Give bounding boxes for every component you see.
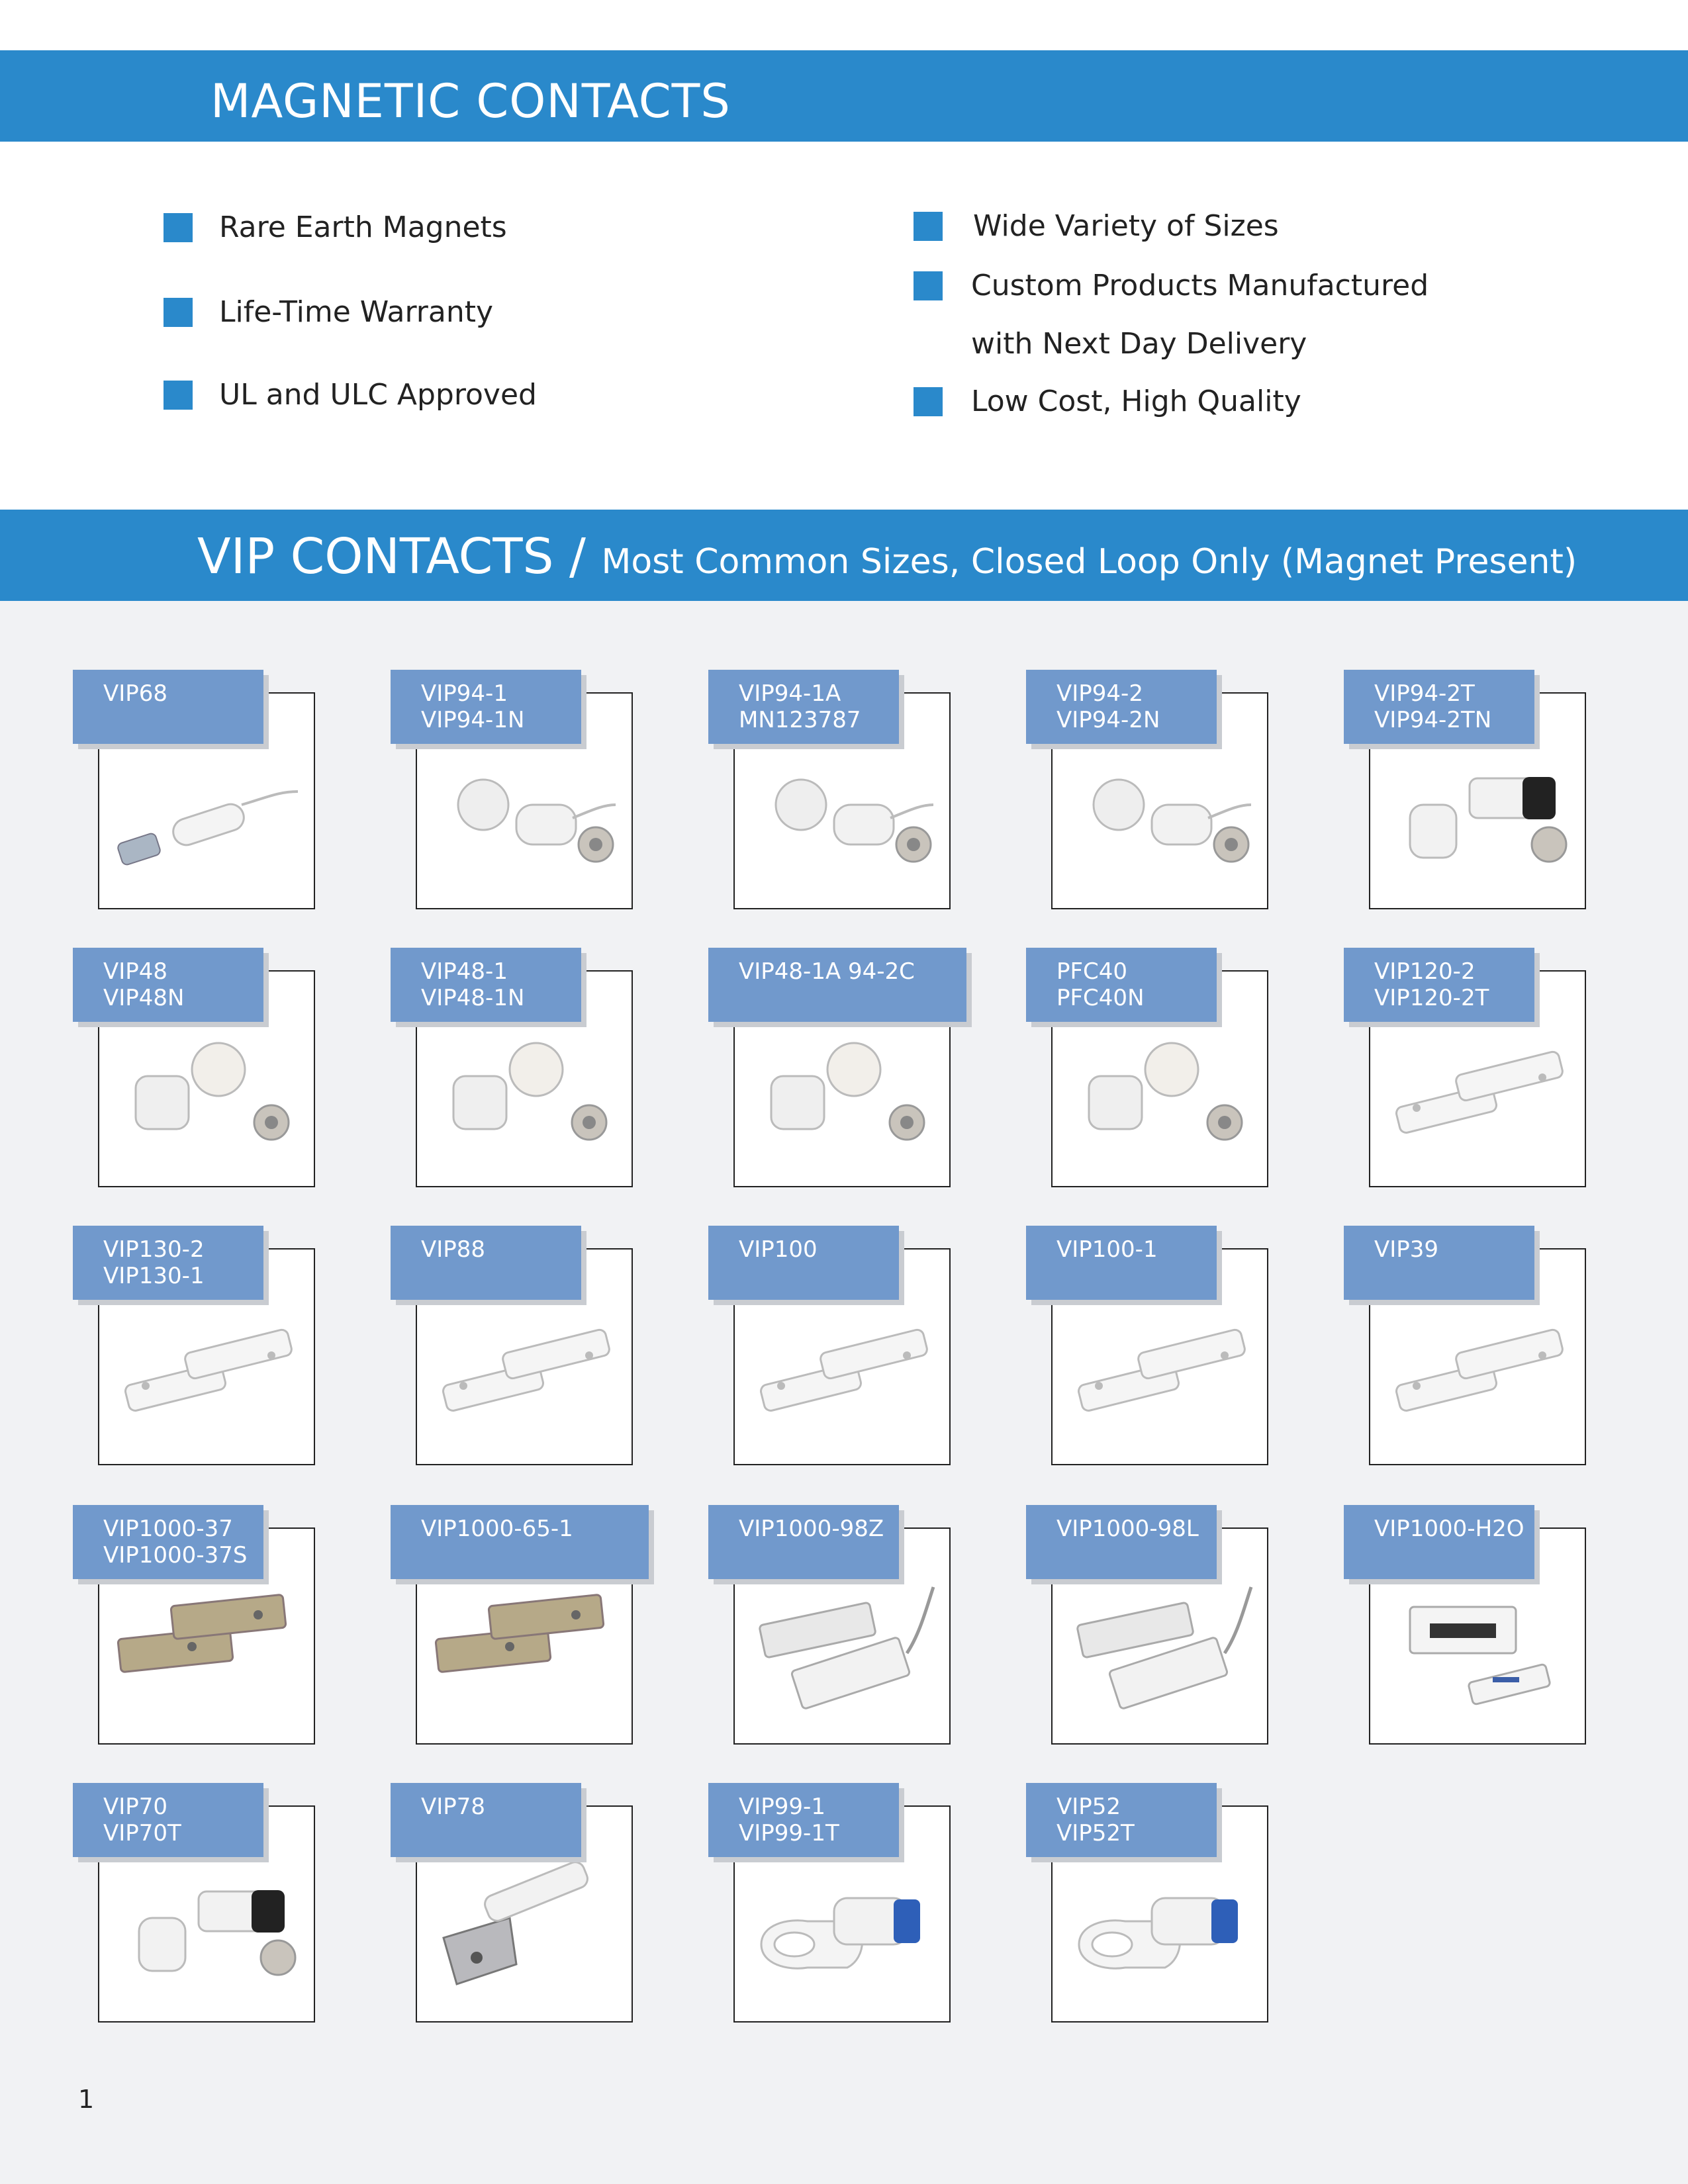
product-model: VIP88: [421, 1236, 486, 1263]
product-card: [708, 948, 927, 1166]
press-fit-contact-icon: [99, 1023, 314, 1162]
product-card: [1344, 1505, 1562, 1723]
product-label: [1026, 1783, 1217, 1857]
surface-contact-icon: [1053, 1301, 1267, 1440]
product-model: PFC40: [1056, 958, 1128, 985]
product-model-alt: VIP130-1: [103, 1263, 205, 1289]
recessed-contact-icon: [1053, 745, 1267, 884]
product-model: VIP130-2: [103, 1236, 205, 1263]
bullet-square-icon: [914, 271, 943, 300]
product-model: VIP100: [739, 1236, 818, 1263]
product-model-alt: VIP48-1N: [421, 985, 525, 1011]
product-label: [73, 1226, 263, 1300]
flange-contact-icon: [1053, 1858, 1267, 1997]
product-model-alt: VIP99-1T: [739, 1820, 839, 1846]
heavy-duty-contact-icon: [99, 1580, 314, 1719]
product-label: [391, 948, 581, 1022]
product-label: [708, 948, 966, 1022]
surface-contact-icon: [1370, 1023, 1585, 1162]
product-card: [391, 1783, 609, 2001]
surface-contact-icon: [1370, 1301, 1585, 1440]
product-model-alt: VIP48N: [103, 985, 185, 1011]
feature-label: Custom Products Manufactured: [971, 269, 1429, 302]
product-card: [391, 1505, 609, 1723]
surface-contact-icon: [417, 1301, 632, 1440]
product-card: [1344, 670, 1562, 888]
product-label: [708, 1783, 899, 1857]
flange-contact-icon: [735, 1858, 949, 1997]
feature-item: [219, 378, 537, 412]
product-label: [73, 1505, 263, 1579]
product-model: VIP78: [421, 1794, 486, 1820]
product-model-alt: VIP94-2TN: [1374, 707, 1492, 733]
product-model: VIP120-2: [1374, 958, 1476, 985]
product-model-alt: MN123787: [739, 707, 861, 733]
product-card: [73, 1783, 291, 2001]
product-label: [1026, 670, 1217, 744]
product-card: [1026, 1783, 1244, 2001]
product-label: [73, 1783, 263, 1857]
product-card: [1026, 1505, 1244, 1723]
product-model: VIP1000-65-1: [421, 1516, 573, 1542]
page-title: MAGNETIC CONTACTS: [211, 74, 731, 128]
product-model: VIP68: [103, 680, 168, 707]
product-model: VIP94-2T: [1374, 680, 1475, 707]
overhead-door-contact-icon: [1053, 1580, 1267, 1719]
vip-contacts-header: [0, 510, 1688, 601]
product-model: VIP70: [103, 1794, 168, 1820]
press-fit-contact-icon: [1053, 1023, 1267, 1162]
bracket-contact-icon: [417, 1858, 632, 1997]
product-card: [73, 948, 291, 1166]
product-card: [708, 670, 927, 888]
product-card: [1026, 1226, 1244, 1444]
product-model: VIP100-1: [1056, 1236, 1158, 1263]
product-label: [708, 670, 899, 744]
product-model: VIP99-1: [739, 1794, 825, 1820]
product-model: VIP48-1A 94-2C: [739, 958, 915, 985]
product-label: [73, 948, 263, 1022]
product-card: [73, 1226, 291, 1444]
section-separator: /: [569, 528, 586, 585]
bullet-square-icon: [914, 387, 943, 416]
surface-contact-icon: [99, 1301, 314, 1440]
feature-item: [971, 269, 1429, 302]
product-label: [73, 670, 263, 744]
product-label: [1026, 1226, 1217, 1300]
feature-label: Wide Variety of Sizes: [973, 209, 1279, 243]
press-fit-contact-icon: [417, 1023, 632, 1162]
recessed-contact-icon: [417, 745, 632, 884]
section-title: [197, 528, 1577, 585]
product-label: [1344, 1505, 1534, 1579]
product-label: [1026, 1505, 1217, 1579]
product-label: [1344, 1226, 1534, 1300]
cylinder-contact-icon: [99, 745, 314, 884]
product-model: VIP39: [1374, 1236, 1439, 1263]
product-label: [391, 1783, 581, 1857]
product-model: VIP94-1A: [739, 680, 841, 707]
product-card: [391, 948, 609, 1166]
product-label: [391, 1505, 649, 1579]
feature-label: Rare Earth Magnets: [219, 210, 507, 244]
feature-item: [219, 295, 493, 329]
feature-item: [973, 209, 1279, 243]
section-title-text: VIP CONTACTS: [197, 528, 554, 585]
product-card: [1344, 948, 1562, 1166]
product-model-alt: VIP120-2T: [1374, 985, 1489, 1011]
bullet-square-icon: [164, 298, 193, 327]
feature-label: Life-Time Warranty: [219, 295, 494, 329]
product-model-alt: VIP94-2N: [1056, 707, 1160, 733]
terminal-contact-icon: [99, 1858, 314, 1997]
product-model: VIP94-2: [1056, 680, 1143, 707]
product-model: VIP1000-98Z: [739, 1516, 884, 1542]
product-model-alt: VIP52T: [1056, 1820, 1135, 1846]
product-card: [708, 1226, 927, 1444]
feature-label: Low Cost, High Quality: [971, 385, 1301, 418]
product-card: [391, 1226, 609, 1444]
product-model: VIP1000-37: [103, 1516, 233, 1542]
product-label: [1026, 948, 1217, 1022]
product-model: VIP1000-H2O: [1374, 1516, 1524, 1542]
bullet-square-icon: [914, 212, 943, 241]
product-model-alt: VIP94-1N: [421, 707, 525, 733]
product-card: [708, 1505, 927, 1723]
product-card: [391, 670, 609, 888]
feature-label: with Next Day Delivery: [971, 327, 1307, 361]
feature-item-continued: [971, 327, 1307, 361]
magnetic-contacts-header: [0, 50, 1688, 142]
product-label: [708, 1505, 899, 1579]
product-card: [73, 1505, 291, 1723]
water-resistant-contact-icon: [1370, 1580, 1585, 1719]
overhead-door-contact-icon: [735, 1580, 949, 1719]
product-label: [1344, 948, 1534, 1022]
product-card: [1344, 1226, 1562, 1444]
terminal-contact-icon: [1370, 745, 1585, 884]
product-model: VIP94-1: [421, 680, 508, 707]
product-label: [708, 1226, 899, 1300]
feature-item: [219, 210, 507, 244]
press-fit-contact-icon: [735, 1023, 949, 1162]
product-label: [1344, 670, 1534, 744]
product-card: [73, 670, 291, 888]
product-label: [391, 670, 581, 744]
feature-label: UL and ULC Approved: [219, 378, 537, 412]
product-card: [1026, 670, 1244, 888]
product-model: VIP1000-98L: [1056, 1516, 1199, 1542]
product-model: VIP52: [1056, 1794, 1121, 1820]
bullet-square-icon: [164, 381, 193, 410]
product-card: [1026, 948, 1244, 1166]
product-model: VIP48-1: [421, 958, 508, 985]
product-label: [391, 1226, 581, 1300]
recessed-contact-icon: [735, 745, 949, 884]
feature-item: [971, 385, 1301, 418]
page-number: 1: [78, 2085, 95, 2114]
product-model-alt: VIP70T: [103, 1820, 181, 1846]
product-card: [708, 1783, 927, 2001]
surface-contact-icon: [735, 1301, 949, 1440]
section-subtitle: Most Common Sizes, Closed Loop Only (Magnet Present): [601, 542, 1577, 582]
product-model: VIP48: [103, 958, 168, 985]
bullet-square-icon: [164, 213, 193, 242]
heavy-duty-contact-icon: [417, 1580, 632, 1719]
product-model-alt: PFC40N: [1056, 985, 1145, 1011]
product-model-alt: VIP1000-37S: [103, 1542, 248, 1569]
